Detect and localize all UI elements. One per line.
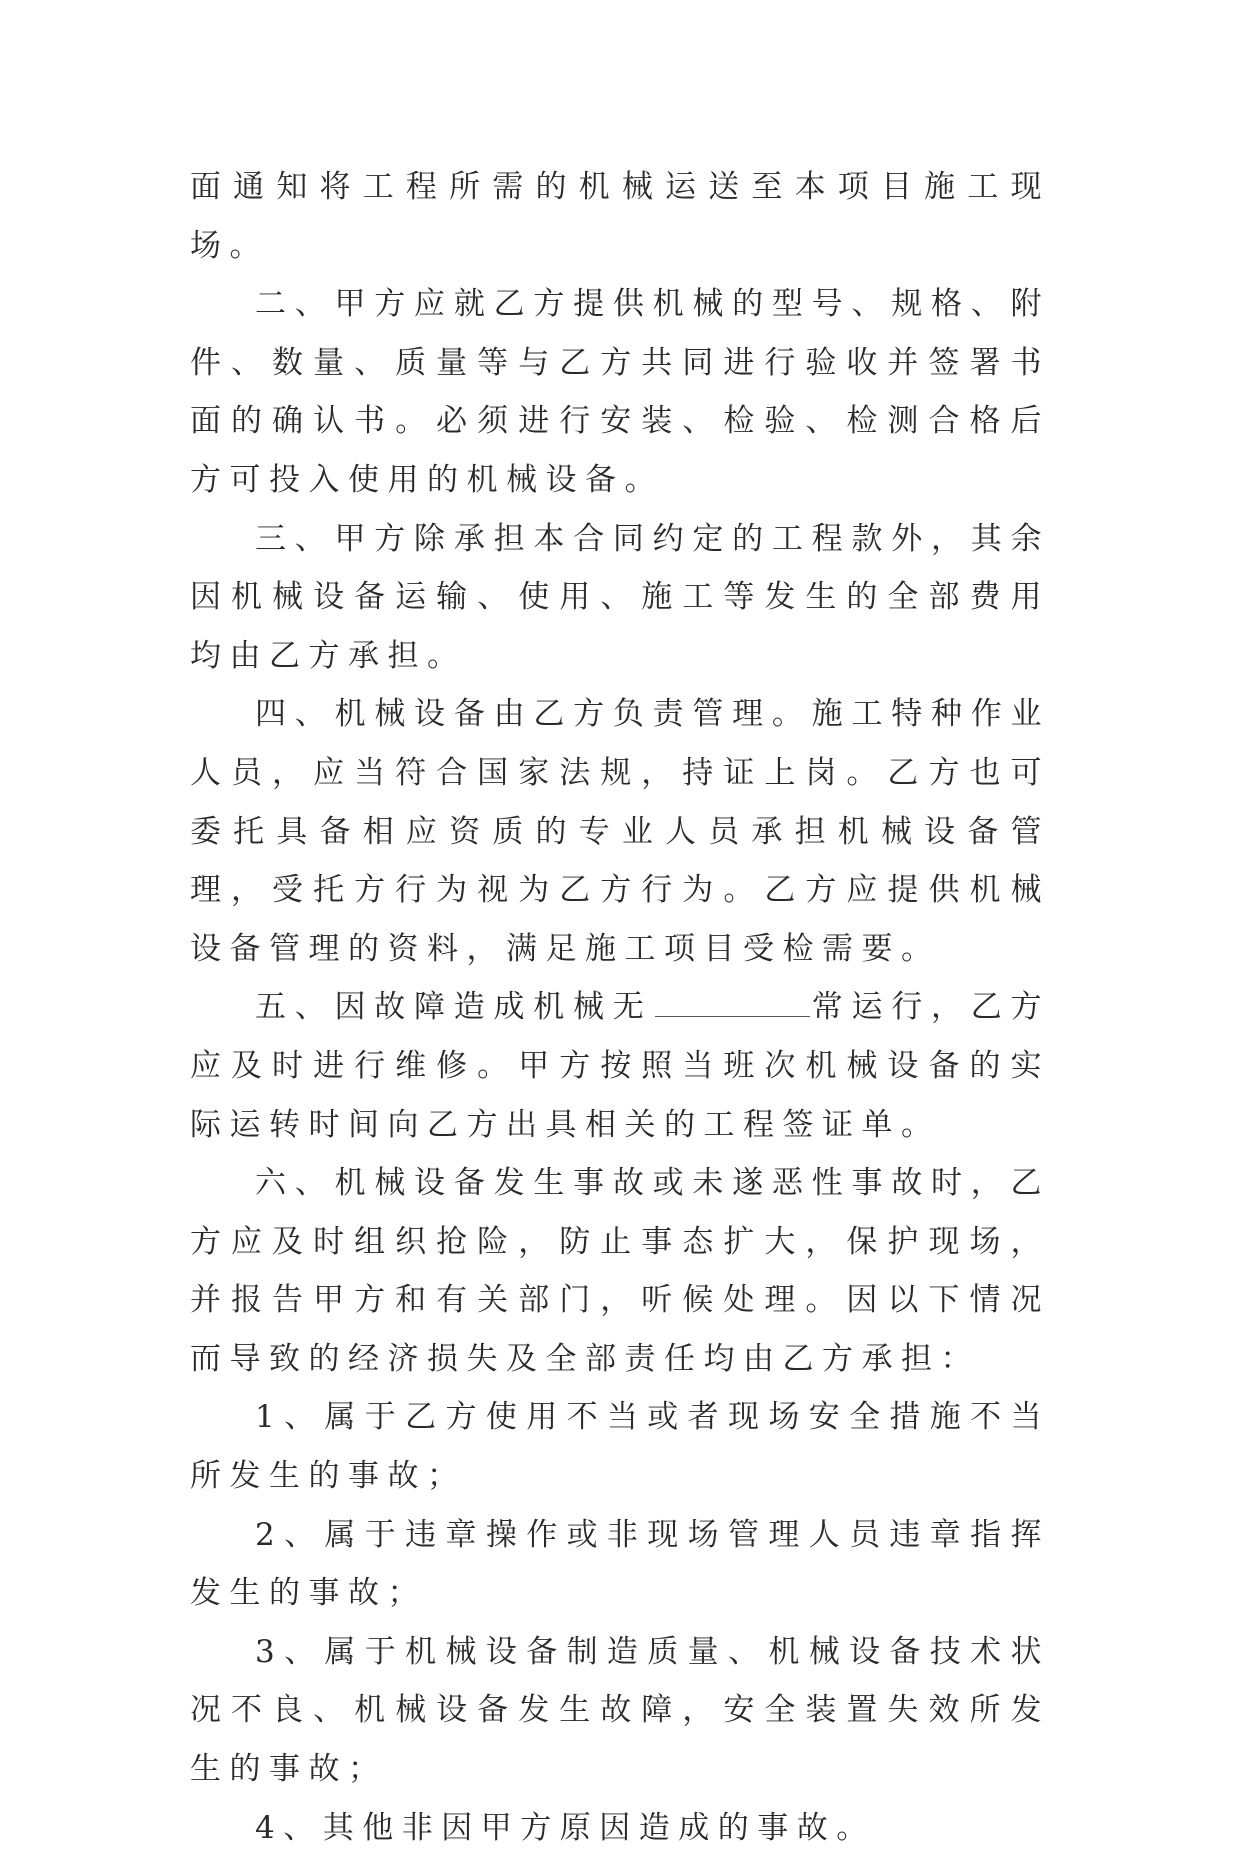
clause-6: 六、机械设备发生事故或未遂恶性事故时，乙方应及时组织抢险，防止事态扩大，保护现场，并报告甲方和有关部门，听候处理。因以下情况而导致的经济损失及全部责任均由乙方承担： — [190, 1165, 1050, 1377]
clause-6-item-4: 4、其他非因甲方原因造成的事故。 — [255, 1809, 876, 1846]
clause-5-text-before-blank: 五、因故障造成机械无 — [255, 989, 653, 1026]
clause-4: 四、机械设备由乙方负责管理。施工特种作业人员，应当符合国家法规，持证上岗。乙方也可委托具备相应资质的专业人员承担机械设备管理，受托方行为视为乙方行为。乙方应提供机械设备管理的资料，满足施工项目受检需要。 — [190, 696, 1050, 967]
clause-6-item-1: 1、属于乙方使用不当或者现场安全措施不当所发生的事故； — [190, 1399, 1050, 1495]
fill-in-blank — [655, 990, 810, 1017]
clause-6-item-2: 2、属于违章操作或非现场管理人员违章指挥发生的事故； — [190, 1516, 1050, 1612]
clause-5-text-after-blank: 常运行，乙方应及时进行维修。甲方按照当班次机械设备的实际运转时间向乙方出具相关的工程签证单。 — [190, 989, 1050, 1143]
clause-3: 三、甲方除承担本合同约定的工程款外，其余因机械设备运输、使用、施工等发生的全部费用均由乙方承担。 — [190, 520, 1050, 674]
clause-6-item-3: 3、属于机械设备制造质量、机械设备技术状况不良、机械设备发生故障，安全装置失效所发生的事故； — [190, 1633, 1050, 1788]
contract-body — [190, 158, 1050, 1857]
paragraph-continuation: 面通知将工程所需的机械运送至本项目施工现场。 — [190, 169, 1050, 264]
clause-5 — [190, 978, 1050, 1154]
clause-2: 二、甲方应就乙方提供机械的型号、规格、附件、数量、质量等与乙方共同进行验收并签署书面的确认书。必须进行安装、检验、检测合格后方可投入使用的机械设备。 — [190, 286, 1050, 498]
